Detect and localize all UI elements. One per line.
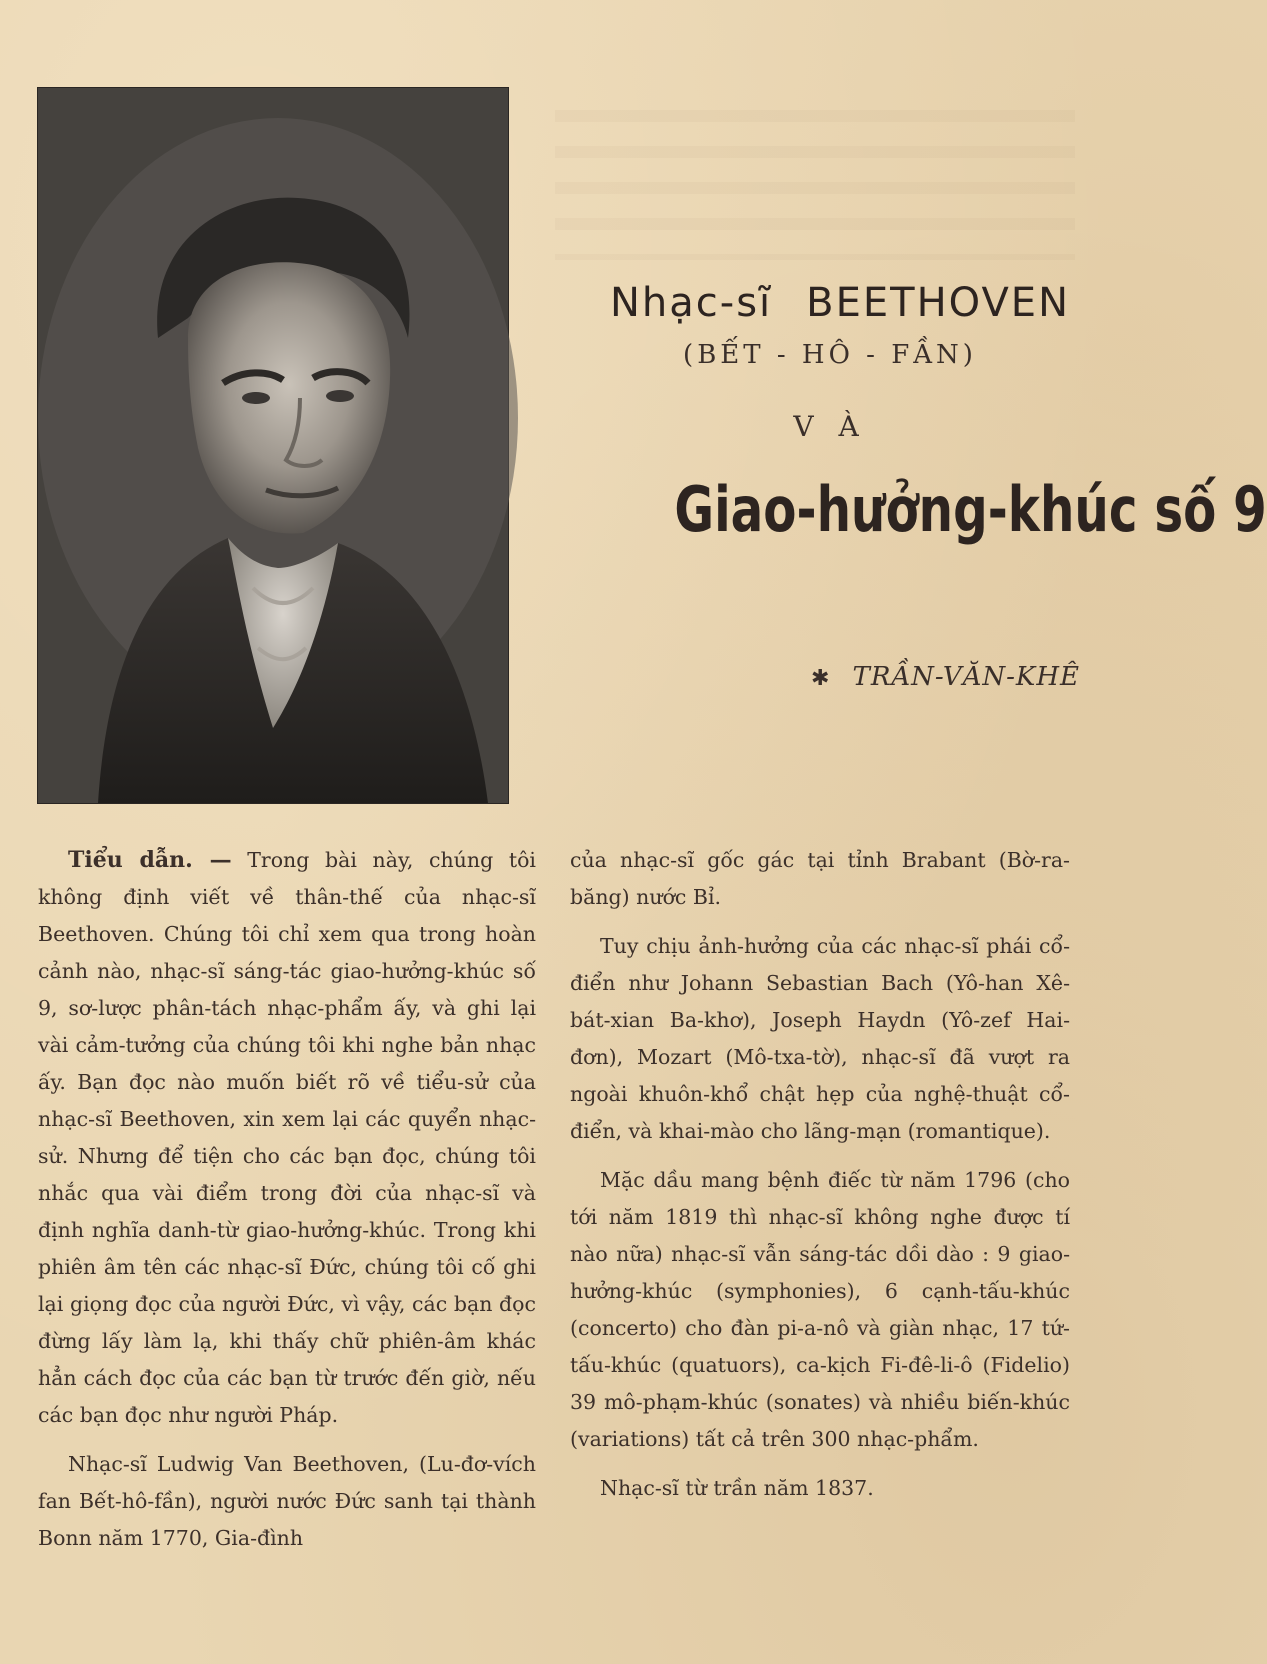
article-title-block <box>560 280 1267 546</box>
beethoven-portrait <box>38 88 508 803</box>
intro-text: Trong bài này, chúng tôi không định viết về thân-thế của nhạc-sĩ Beethoven. Chúng tôi chỉ xem qua trong hoàn cảnh nào, nhạc-sĩ sáng-tác giao-hưởng-khúc số 9, sơ-lược phân-tách nhạc-phẩm ấy, và ghi lại vài cảm-tưởng của chúng tôi khi nghe bản nhạc ấy. Bạn đọc nào muốn biết rõ về tiểu-sử của nhạc-sĩ Beethoven, xin xem lại các quyển nhạc-sử. Nhưng để tiện cho các bạn đọc, chúng tôi nhắc qua vài điểm trong đời của nhạc-sĩ và định nghĩa danh-từ giao-hưởng-khúc. Trong khi phiên âm tên các nhạc-sĩ Đức, chúng tôi cố ghi lại giọng đọc của người Đức, vì vậy, các bạn đọc đừng lấy làm lạ, khi thấy chữ phiên-âm khác hẳn cách đọc của các bạn từ trước đến giờ, nếu các bạn đọc như người Pháp. <box>38 848 536 1427</box>
family-paragraph: của nhạc-sĩ gốc gác tại tỉnh Brabant (Bờ-ra-băng) nước Bỉ. <box>570 848 1070 909</box>
title-conjunction: V À <box>793 410 867 443</box>
intro-paragraph <box>38 842 536 1434</box>
intro-lead: Tiểu dẫn. — <box>68 847 232 873</box>
bio-paragraph: Nhạc-sĩ Ludwig Van Beethoven, (Lu-đơ-vích fan Bết-hô-fần), người nước Đức sanh tại thành Bonn năm 1770, Gia-đình <box>38 1452 536 1550</box>
portrait-photo-icon <box>38 88 508 803</box>
title-line-1: Nhạc-sĩ BEETHOVEN <box>609 280 1070 326</box>
author-name: TRẦN-VĂN-KHÊ <box>852 662 1080 692</box>
title-symphony: Giao-hưởng-khúc số 9 <box>674 473 1267 546</box>
works-paragraph: Mặc dầu mang bệnh điếc từ năm 1796 (cho tới năm 1819 thì nhạc-sĩ không nghe được tí nào nữa) nhạc-sĩ vẫn sáng-tác dồi dào : 9 giao-hưởng-khúc (symphonies), 6 cạnh-tấu-khúc (concerto) cho đàn pi-a-nô và giàn nhạc, 17 tứ-tấu-khúc (quatuors), ca-kịch Fi-đê-li-ô (Fidelio) 39 mô-phạm-khúc (sonates) và nhiều biến-khúc (variations) tất cả trên 300 nhạc-phẩm. <box>570 1168 1070 1451</box>
influence-paragraph: Tuy chịu ảnh-hưởng của các nhạc-sĩ phái cổ-điển như Johann Sebastian Bach (Yô-han Xê-bát-xian Ba-khơ), Joseph Haydn (Yô-zef Hai-đơn), Mozart (Mô-txa-tờ), nhạc-sĩ đã vượt ra ngoài khuôn-khổ chật hẹp của nghệ-thuật cổ-điển, và khai-mào cho lãng-mạn (romantique). <box>570 934 1070 1143</box>
paper-bleed-through <box>555 110 1075 260</box>
asterisk-icon: ✱ <box>811 666 831 691</box>
article-author <box>740 662 1080 692</box>
death-paragraph: Nhạc-sĩ từ trần năm 1837. <box>600 1476 874 1500</box>
right-text-column <box>570 842 1070 1519</box>
title-pronunciation: (BẾT - HÔ - FẦN) <box>683 340 977 370</box>
left-text-column <box>38 842 536 1569</box>
